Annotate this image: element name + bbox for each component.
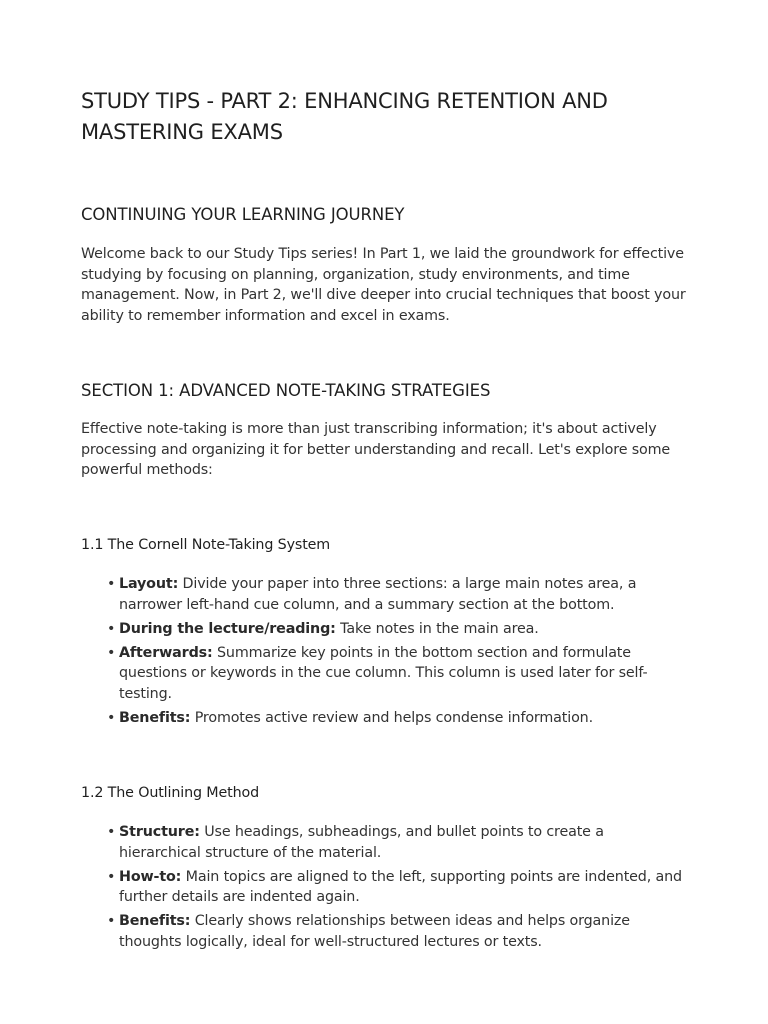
- item-term: During the lecture/reading:: [119, 620, 336, 637]
- section1-heading: SECTION 1: ADVANCED NOTE-TAKING STRATEGIES: [81, 381, 491, 400]
- item-text: Take notes in the main area.: [335, 620, 539, 637]
- bullet-icon: •: [107, 709, 116, 726]
- item-term: Afterwards:: [119, 644, 213, 661]
- bullet-icon: •: [107, 824, 116, 840]
- list-item: [107, 619, 687, 640]
- bullet-icon: •: [107, 868, 116, 885]
- page-title: STUDY TIPS - PART 2: ENHANCING RETENTION AND MASTERING EXAMS: [81, 89, 608, 144]
- item-term: Benefits:: [119, 709, 191, 726]
- section1-paragraph: Effective note-taking is more than just transcribing information; it's about actively processing and organizing it for better understanding and recall. Let's explore some powerful methods:: [81, 421, 671, 478]
- intro-paragraph: Welcome back to our Study Tips series! In Part 1, we laid the groundwork for effective studying by focusing on planning, organization, study environments, and time management. Now, in Part 2, we'll dive deeper into crucial techniques that boost your ability to remember information and excel in exams.: [81, 246, 686, 324]
- item-text: Clearly shows relationships between ideas and helps organize thoughts logically, ideal for well-structured lectures or texts.: [119, 913, 630, 950]
- item-term: Structure:: [119, 824, 200, 840]
- item-text: Main topics are aligned to the left, supporting points are indented, and further details are indented again.: [119, 868, 682, 905]
- bullet-icon: •: [107, 644, 116, 661]
- bullet-icon: •: [107, 620, 116, 637]
- item-term: How-to:: [119, 868, 182, 885]
- list-item: [107, 708, 687, 729]
- list-item: [107, 911, 687, 952]
- list-item: [107, 867, 687, 908]
- outlining-heading: 1.2 The Outlining Method: [81, 785, 260, 801]
- bullet-icon: •: [107, 913, 116, 929]
- list-item: [107, 574, 687, 615]
- item-text: Divide your paper into three sections: a large main notes area, a narrower left-hand cue column, and a summary section at the bottom.: [119, 576, 637, 613]
- cornell-heading: 1.1 The Cornell Note-Taking System: [81, 537, 331, 553]
- list-item: [107, 643, 687, 705]
- item-text: Summarize key points in the bottom section and formulate questions or keywords in the cue column. This column is used later for self-testing.: [119, 644, 648, 702]
- bullet-icon: •: [107, 576, 116, 592]
- item-text: Promotes active review and helps condense information.: [190, 709, 593, 726]
- item-text: Use headings, subheadings, and bullet points to create a hierarchical structure of the material.: [119, 824, 604, 861]
- item-term: Benefits:: [119, 913, 191, 929]
- outlining-list: [107, 822, 687, 956]
- list-item: [107, 822, 687, 863]
- intro-heading: CONTINUING YOUR LEARNING JOURNEY: [81, 205, 405, 224]
- cornell-list: [107, 574, 687, 732]
- item-term: Layout:: [119, 576, 179, 592]
